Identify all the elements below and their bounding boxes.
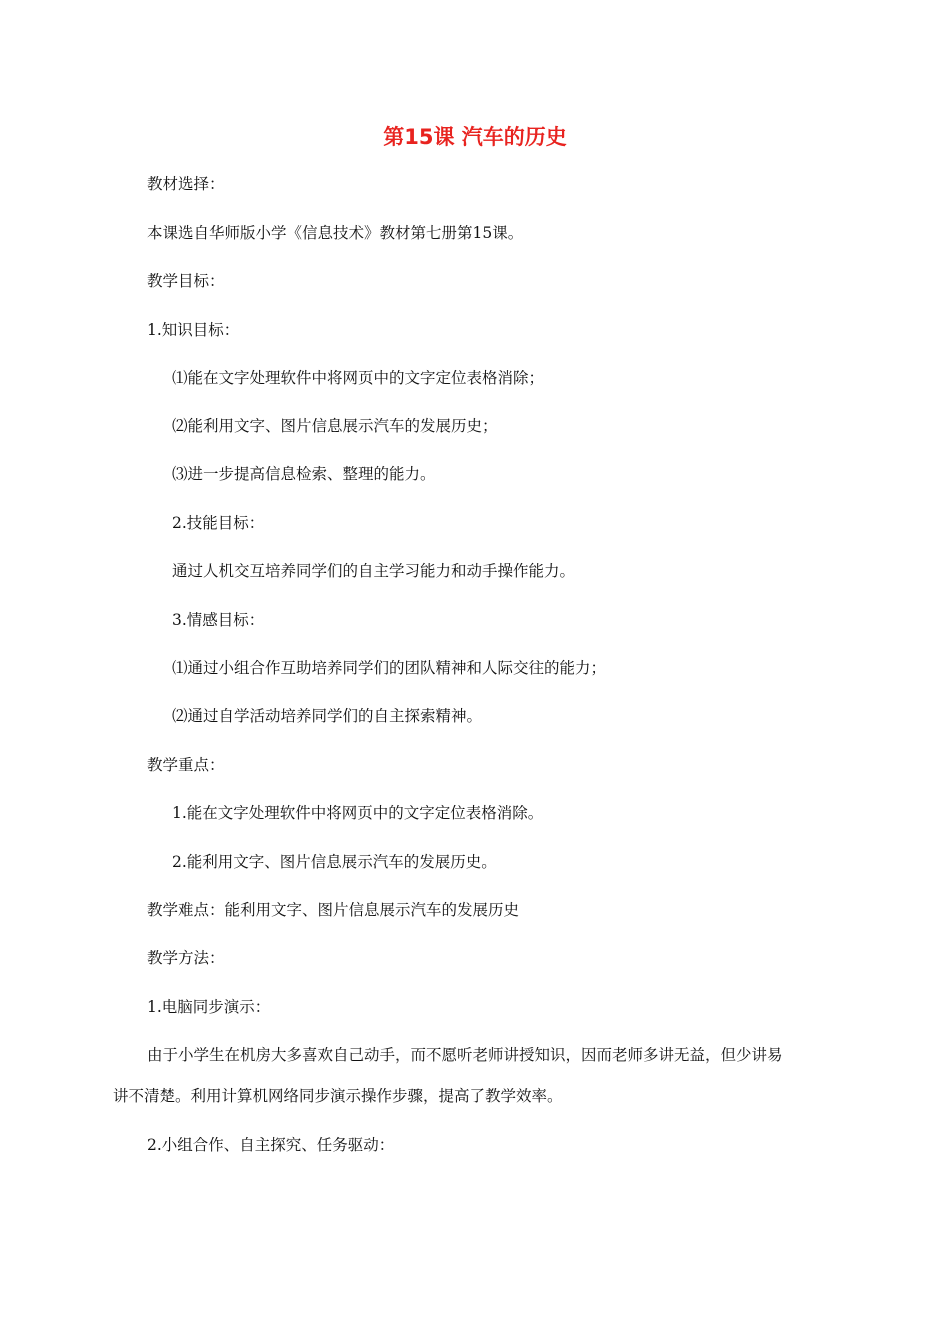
section-heading-objectives: 教学目标： [147, 272, 225, 290]
paragraph-materials: 本课选自华师版小学《信息技术》教材第七册第15课。 [147, 224, 524, 242]
document-title: 第15课 汽车的历史 [383, 125, 567, 149]
list-item: ⑵能利用文字、图片信息展示汽车的发展历史； [172, 417, 498, 435]
subheading-group-work: 2.小组合作、自主探究、任务驱动： [147, 1136, 395, 1154]
subheading-knowledge: 1.知识目标： [147, 321, 240, 339]
section-heading-methods: 教学方法： [147, 949, 225, 967]
section-heading-materials: 教材选择： [147, 175, 225, 193]
section-heading-key-points: 教学重点： [147, 756, 225, 774]
paragraph-skills: 通过人机交互培养同学们的自主学习能力和动手操作能力。 [172, 562, 576, 580]
list-item: ⑴能在文字处理软件中将网页中的文字定位表格消除； [172, 369, 545, 387]
list-item: 1.能在文字处理软件中将网页中的文字定位表格消除。 [172, 804, 544, 822]
subheading-affective: 3.情感目标： [172, 611, 265, 629]
paragraph-demo-line-1: 由于小学生在机房大多喜欢自己动手，而不愿听老师讲授知识，因而老师多讲无益，但少讲易 [147, 1046, 783, 1064]
subheading-demo: 1.电脑同步演示： [147, 998, 271, 1016]
list-item: ⑴通过小组合作互助培养同学们的团队精神和人际交往的能力； [172, 659, 607, 677]
section-difficulty: 教学难点：能利用文字、图片信息展示汽车的发展历史 [147, 901, 520, 919]
paragraph-demo-line-2: 讲不清楚。利用计算机网络同步演示操作步骤，提高了教学效率。 [113, 1087, 563, 1105]
list-item: ⑵通过自学活动培养同学们的自主探索精神。 [172, 707, 483, 725]
list-item: ⑶进一步提高信息检索、整理的能力。 [172, 465, 436, 483]
list-item: 2.能利用文字、图片信息展示汽车的发展历史。 [172, 853, 497, 871]
subheading-skills: 2.技能目标： [172, 514, 265, 532]
